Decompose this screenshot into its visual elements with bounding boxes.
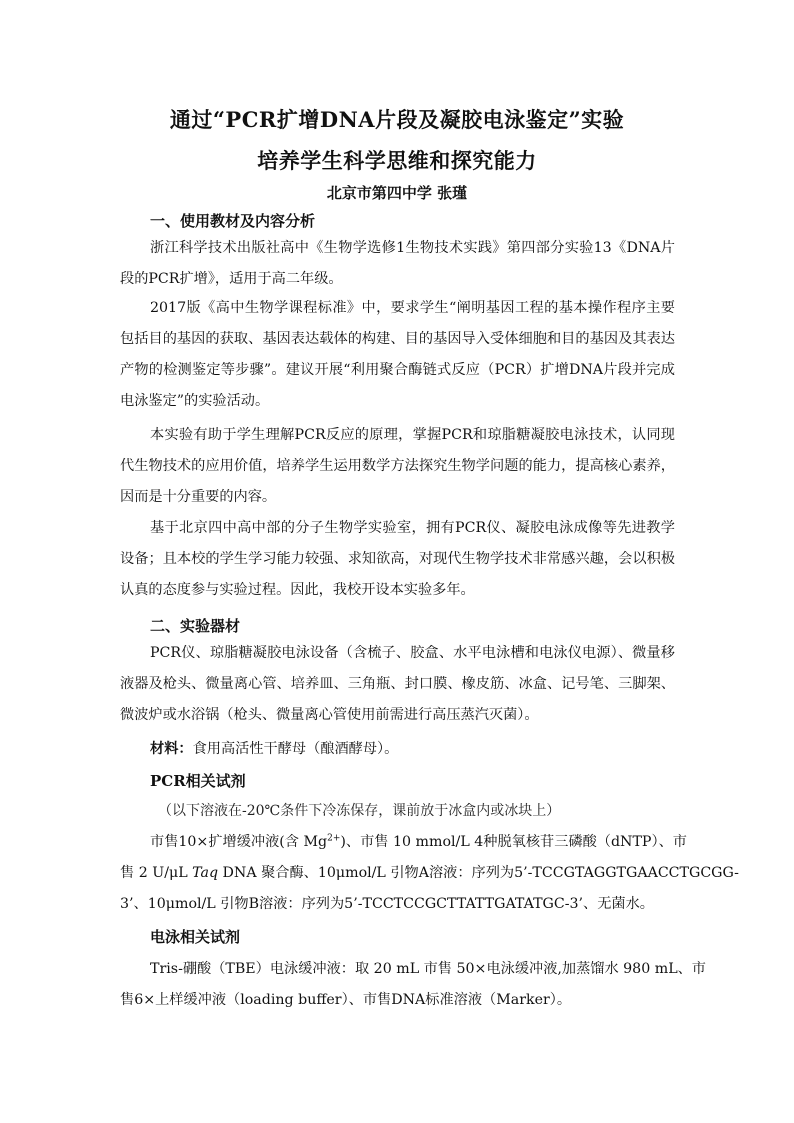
section-1-heading: 一、使用教材及内容分析: [150, 212, 316, 230]
title-line-1: 通过“PCR扩增DNA片段及凝胶电泳鉴定”实验: [169, 107, 625, 132]
author-line: 北京市第四中学 张瑾: [326, 184, 468, 202]
electrophoresis-reagents-line-2: 售6×上样缓冲液（loading buffer）、市售DNA标准溶液（Marker）。: [120, 992, 572, 1008]
section-1-paragraph-3: 本实验有助于学生理解PCR反应的原理，掌握PCR和琼脂糖凝胶电泳技术，认同现代生物技术的应用价值，培养学生运用数学方法探究生物学问题的能力，提高核心素养，因而是十分重要的内容。: [120, 427, 675, 505]
materials-line: [150, 738, 398, 758]
pcr-reagents-line-2: 售 2 U/μL Taq DNA 聚合酶、10μmol/L 引物A溶液：序列为5’-TCCGTAGGTGAACCTGCGG-: [120, 865, 739, 881]
title-line-2: 培养学生科学思维和探究能力: [257, 148, 537, 173]
pcr-reagents-line-3: 3’、10μmol/L 引物B溶液：序列为5’-TCCTCCGCTTATTGATATGC-3’、无菌水。: [120, 896, 654, 912]
section-1-paragraph-2: 2017版《高中生物学课程标准》中，要求学生“阐明基因工程的基本操作程序主要包括目的基因的获取、基因表达载体的构建、目的基因导入受体细胞和目的基因及其表达产物的检测鉴定等步骤”。建议开展“利用聚合酶链式反应（PCR）扩增DNA片段并完成电泳鉴定”的实验活动。: [120, 300, 675, 409]
section-2-equipment-paragraph: PCR仪、琼脂糖凝胶电泳设备（含梳子、胶盒、水平电泳槽和电泳仪电源）、微量移液器及枪头、微量离心管、培养皿、三角瓶、封口膜、橡皮筋、冰盒、记号笔、三脚架、微波炉或水浴锅（枪头、微量离心管使用前需进行高压蒸汽灭菌）。: [120, 645, 675, 723]
materials-label: 材料：: [150, 741, 193, 757]
pcr-reagents-line-1: 市售10×扩增缓冲液(含 $Mg^{2+}$)、市售 10 mmol/L 4种脱氧核苷三磷酸（dNTP）、市: [150, 833, 687, 850]
electrophoresis-reagents-heading: 电泳相关试剂: [150, 928, 241, 946]
pcr-reagents-heading: PCR相关试剂: [150, 772, 246, 790]
section-1-paragraph-1: 浙江科学技术出版社高中《生物学选修1生物技术实践》第四部分实验13《DNA片段的PCR扩增》，适用于高二年级。: [120, 240, 675, 287]
section-1-paragraph-4: 基于北京四中高中部的分子生物学实验室，拥有PCR仪、凝胶电泳成像等先进教学设备；且本校的学生学习能力较强、求知欲高，对现代生物学技术非常感兴趣，会以积极认真的态度参与实验过程。因此，我校开设本实验多年。: [120, 520, 675, 598]
section-2-heading: 二、实验器材: [150, 617, 241, 635]
pcr-storage-note: （以下溶液在-20℃条件下冷冻保存，课前放于冰盒内或冰块上）: [158, 803, 561, 819]
electrophoresis-reagents-line-1: Tris-硼酸（TBE）电泳缓冲液：取 20 mL 市售 50×电泳缓冲液,加蒸馏水 980 mL、市: [150, 961, 706, 977]
materials-text: 食用高活性干酵母（酿酒酵母）。: [192, 741, 399, 757]
